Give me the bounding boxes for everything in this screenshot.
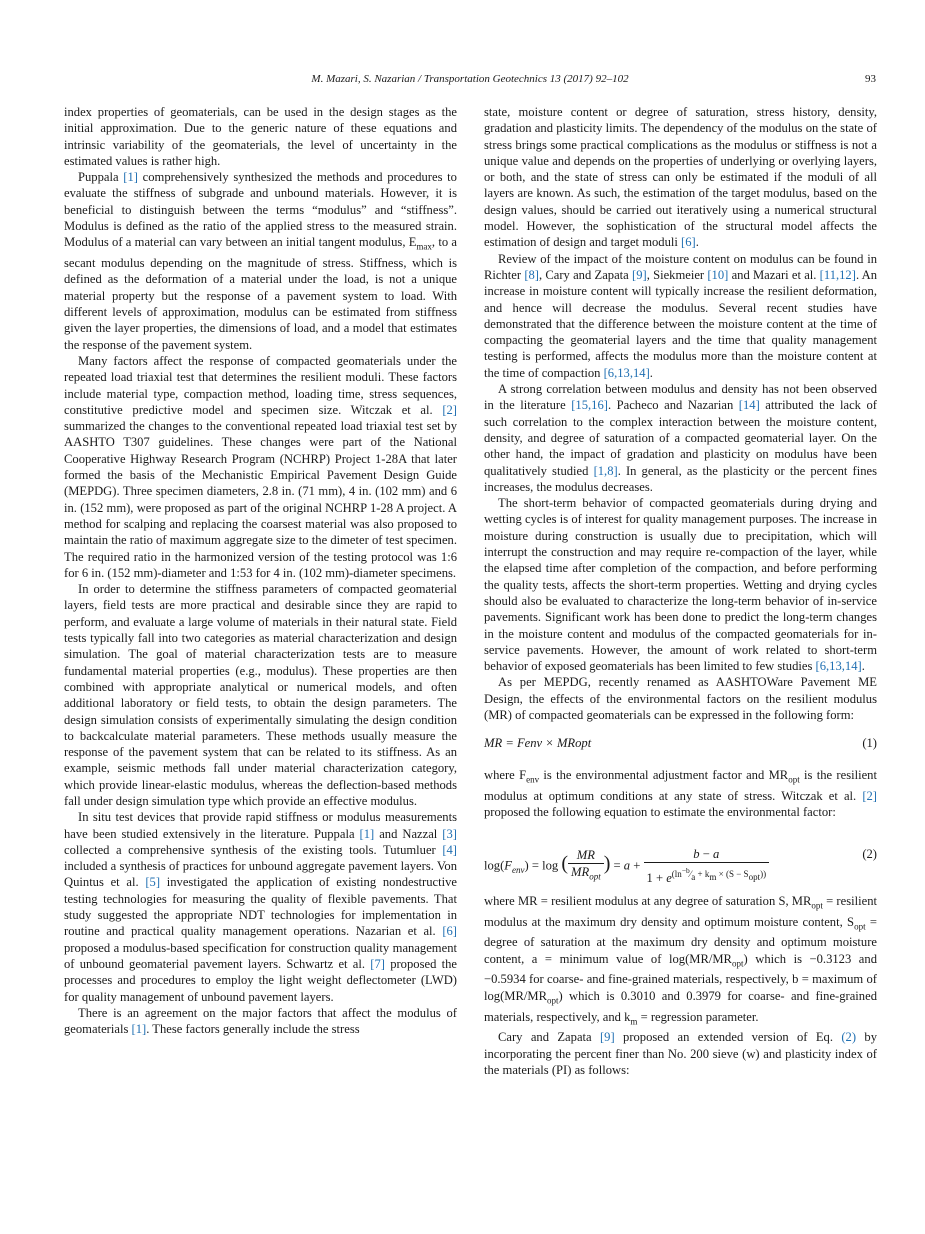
paragraph: In order to determine the stiffness parameters of compacted geomaterial layers, field tests are more practical and desirable since they are rapid to perform, and evaluate a large volume of materials in their natural state. Field tests typically fall into two categories as material characterization and design simulation. The goal of material characterization tests are to measure fundamental material properties (e.g., modulus). These properties are then combined with appropriate analytical or numerical models, and often additional laboratory or field tests, to obtain the design parameters. The design simulation consists of experimentally simulating the design condition to backcalculate material parameters. These methods usually measure the response of the pavement system that can be related to its stiffness. As an example, seismic methods fall under material characterization category, which provide linear-elastic modulus, whereas the deflection-based methods fall under design simulation type which provide an effective modulus.	[64, 582, 457, 808]
paragraph: Review of the impact of the moisture content on modulus can be found in Richter [8], Cary and Zapata [9], Siekmeier [10] and Mazari et al. [11,12]. An increase in moisture content will typically increase the resilient deformation, and hence will decrease the modulus. Several recent studies have demonstrated that the difference between the moisture content at the time of compacting the geomaterial layers and the time that quality management testing is performed, affects the modulus more than the moisture content at the time of compaction [6,13,14].	[484, 251, 878, 380]
citation-link[interactable]: [11,12]	[819, 267, 856, 282]
equation-link[interactable]: (2)	[841, 1030, 857, 1045]
citation-link[interactable]: [6,13,14]	[815, 659, 862, 674]
paragraph: index properties of geomaterials, can be used in the design stages as the initial approximation. Due to the generic nature of these equations and intrinsic variability of the geomaterials, the level of uncertainty in the estimated values is rather high.	[64, 105, 457, 168]
citation-link[interactable]: [15,16]	[571, 398, 608, 413]
page-number: 93	[865, 73, 876, 85]
paragraph: A strong correlation between modulus and density has not been observed in the literature [15,16]. Pacheco and Nazarian [14] attributed the lack of such correlation to the complex interaction between the moisture content, density, and degree of saturation of a compacted geomaterial layer. On the other hand, the impact of gradation and plasticity on modulus have been qualitatively studied [1,8]. In general, as the plasticity or the percent fines increases, the modulus decreases.	[484, 382, 877, 494]
citation-link[interactable]: [9]	[632, 267, 647, 282]
equation-2-number: (2)	[862, 846, 877, 861]
left-column	[64, 104, 457, 1037]
paragraph: The short-term behavior of compacted geomaterials during drying and wetting cycles is of interest for quality management purposes. The increase in moisture during construction is usually due to precipitation, which will interrupt the construction and may require re-compaction of the layer, while the elapsed time after completion of the compaction, and before performing the quality tests, affects the short-term properties. Wetting and drying cycles should also be evaluated to characterize the long-term behavior of in-service pavements. Significant work has been done to predict the long-term changes in the moisture content and modulus of the compacted geomaterials for in-service pavements. However, the amount of work related to short-term behavior of exposed geomaterials has been limited to few studies [6,13,14].	[484, 496, 877, 674]
citation-link[interactable]: [2]	[442, 402, 457, 417]
equation-2	[484, 829, 877, 886]
right-column	[484, 104, 877, 1078]
paragraph: In situ test devices that provide rapid stiffness or modulus measurements have been studied extensively in the literature. Puppala [1] and Nazzal [3] collected a comprehensive synthesis of the existing tools. Tutumluer [4] included a synthesis of practices for unbound aggregate pavement layers. Von Quintus et al. [5] investigated the application of existing nondestructive testing technologies for measuring the quality of flexible pavements. That study suggested the appropriate NDT technologies for implementation in routine and practical quality management operations. Nazarian et al. [6] proposed a modulus-based specification for construction quality management of unbound geomaterial pavement layers. Schwartz et al. [7] proposed the processes and procedures to employ the light weight deflectometer (LWD) for quality management of unbound pavement layers.	[64, 810, 457, 1004]
citation-link[interactable]: [14]	[738, 398, 760, 413]
paragraph: As per MEPDG, recently renamed as AASHTOWare Pavement ME Design, the effects of the environmental factors on the resilient modulus (MR) of compacted geomaterials can be expressed in the following form:	[484, 675, 877, 722]
paragraph: There is an agreement on the major factors that affect the modulus of geomaterials [1]. These factors generally include the stress	[64, 1005, 457, 1037]
equation-1-number: (1)	[862, 736, 877, 751]
citation-link[interactable]: [1]	[123, 170, 138, 185]
citation-link[interactable]: [8]	[524, 267, 539, 282]
citation-link[interactable]: [3]	[442, 826, 457, 841]
paragraph: Puppala [1] comprehensively synthesized the methods and procedures to evaluate the stiffness of subgrade and unbound materials. However, it is beneficial to distinguish between the terms “modulus” and “stiffness”. Modulus is defined as the ratio of the applied stress to the measured strain. Modulus of a material can vary between an initial tangent modulus, $E_{max}$, to a secant modulus depending on the magnitude of stress. Stiffness, which is defined as the deformation of a material under the load, is not a unique material property but the response of a pavement system to load. With different levels of approximation, modulus can be estimated from stiffness given the layer properties, the dimensions of load, and a model that estimates the response of the pavement system.	[64, 170, 457, 352]
citation-link[interactable]: [6]	[442, 924, 457, 939]
citation-link[interactable]: [4]	[442, 842, 457, 857]
citation-link[interactable]: [6]	[681, 235, 696, 250]
citation-link[interactable]: [1,8]	[593, 463, 618, 478]
paragraph: Cary and Zapata [9] proposed an extended version of Eq. (2) by incorporating the percent finer than No. 200 sieve (w) and plasticity index of the materials (PI) as follows:	[484, 1030, 877, 1077]
paragraph: Many factors affect the response of compacted geomaterials under the repeated load triaxial test that determines the resilient moduli. These factors include material type, compaction method, loading time, stress sequences, constitutive predictive model and specimen size. Witczak et al. [2] summarized the changes to the conventional repeated load triaxial test set by AASHTO T307 guidelines. These changes were part of the National Cooperative Highway Research Program (NCHRP) Project 1-28A that later formed the basis of the Mechanistic Empirical Pavement Design Guide (MEPDG). Three specimen diameters, 2.8 in. (71 mm), 4 in. (102 mm) and 6 in. (152 mm), were proposed as part of the original NCHRP 1-28 A project. A method for scalping and replacing the coarsest material was also proposed to maintain the ratio of maximum aggregate size to the dimeter of test specimen. The required ratio in the harmonized version of the testing protocol was 1:6 for 6 in. (152 mm)-diameter and 1:53 for 4 in. (102 mm)-diameter specimens.	[64, 353, 457, 580]
running-head: M. Mazari, S. Nazarian / Transportation Geotechnics 13 (2017) 92–102	[311, 73, 629, 85]
equation-1-body: MR = Fenv × MRopt	[484, 736, 592, 751]
equation-2-body: $\log(F_{env}) = \log$ ( $\frac{MR}{MR_{opt}}$ ) = a + $\frac{b - a}{1 + e^{(ln^{-b}⁄_a + k_m \times (S - S_{opt}))}}$	[484, 846, 769, 887]
citation-link[interactable]: [2]	[862, 789, 877, 804]
citation-link[interactable]: [10]	[707, 267, 729, 282]
citation-link[interactable]: [1]	[131, 1022, 147, 1037]
citation-link[interactable]: [9]	[599, 1030, 615, 1045]
equation-1	[484, 729, 877, 759]
citation-link[interactable]: [1]	[359, 826, 375, 841]
paragraph: where MR = resilient modulus at any degree of saturation S, $MR_{opt}$ = resilient modulus at the maximum dry density and optimum moisture content, $S_{opt}$ = degree of saturation at the maximum dry density and optimum moisture content, a = minimum value of $\log(MR/MR_{opt})$ which is −0.3123 and −0.5934 for coarse- and fine-grained materials, respectively, b = maximum of $\log(MR/MR_{opt})$ which is 0.3010 and 0.3979 for coarse- and fine-grained materials, respectively, and $k_m$ = regression parameter.	[484, 893, 878, 1027]
citation-link[interactable]: [7]	[370, 956, 385, 971]
page-header	[64, 70, 876, 90]
citation-link[interactable]: [5]	[145, 875, 161, 890]
paragraph: where $F_{env}$ is the environmental adjustment factor and $MR_{opt}$ is the resilient modulus at optimum conditions at any state of stress. Witczak et al. [2] proposed the following equation to estimate the environmental factor:	[484, 768, 877, 820]
paragraph: state, moisture content or degree of saturation, stress history, density, gradation and plasticity limits. The dependency of the modulus on the state of stress brings some practical complications as the modulus or stiffness is not a unique value and depends on the properties of underlying or overlying layers, or both, and the state of stress can only be estimated if the moduli of all layers are known. As such, the estimation of the target modulus, based on the design values, should be carried out iteratively using a numerical structural model. However, the sophistication of the structural model affects the estimation of design and target moduli [6].	[484, 105, 877, 250]
citation-link[interactable]: [6,13,14]	[603, 365, 650, 380]
